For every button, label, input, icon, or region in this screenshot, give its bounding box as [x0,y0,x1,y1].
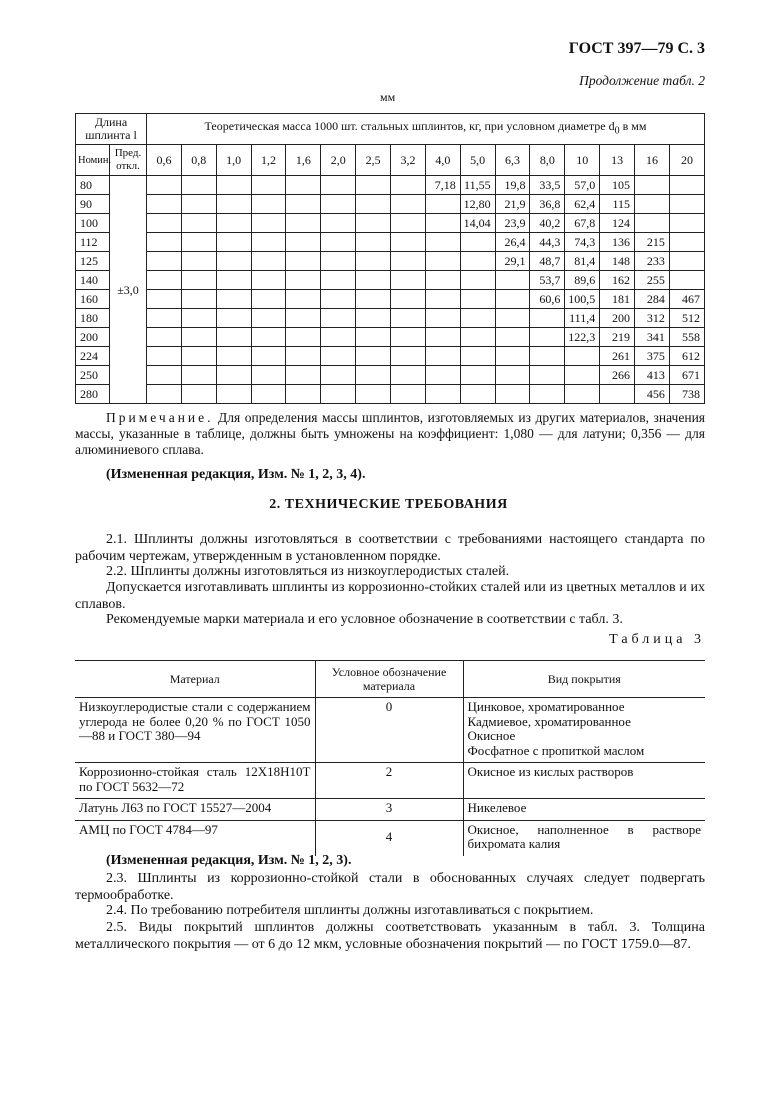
mass-cell [216,328,251,347]
mass-cell [460,233,495,252]
table-row [76,176,705,195]
mass-cell: 60,6 [530,290,565,309]
unit-label: мм [380,90,396,104]
paragraph-2-1: 2.1. Шплинты должны изготовляться в соответствии с требованиями настоящего стандарта по рабочим чертежам, утвержденным в установленном порядке. [75,532,705,564]
mass-cell [635,176,670,195]
table-row [76,233,705,252]
mass-cell [635,214,670,233]
mass-cell: 200 [600,309,635,328]
mass-cell [530,366,565,385]
mass-cell [251,309,286,328]
mass-cell [286,271,321,290]
mass-cell [181,366,216,385]
diameter-header: 6,3 [495,145,530,176]
mass-cell [251,176,286,195]
table-row [76,385,705,404]
mass-cell [391,195,426,214]
mass-cell [147,385,182,404]
mass-cell: 36,8 [530,195,565,214]
diameter-header: 1,2 [251,145,286,176]
mass-cell [147,214,182,233]
mass-cell [425,252,460,271]
length-cell: 250 [76,366,110,385]
mass-cell [669,195,704,214]
mass-cell: 89,6 [565,271,600,290]
mass-cell [286,214,321,233]
diameter-header: 8,0 [530,145,565,176]
mass-cell [147,195,182,214]
mass-cell [181,233,216,252]
mass-cell [669,271,704,290]
mass-cell: 81,4 [565,252,600,271]
tolerance-header: Пред. откл. [110,145,147,176]
coating-item: Цинковое, хроматированное [467,699,625,714]
mass-cell [321,309,356,328]
code-header: Условное обозначение материала [315,661,463,698]
mass-cell: 105 [600,176,635,195]
mass-cell [460,290,495,309]
mass-cell [460,385,495,404]
mass-cell [356,385,391,404]
mass-cell [181,347,216,366]
mass-cell [286,385,321,404]
length-header: Длина шплинта l [76,114,147,145]
mass-cell [356,233,391,252]
paragraph-2-4: 2.4. По требованию потребителя шплинты должны изготавливаться с покрытием. [106,903,594,918]
table-row [76,328,705,347]
code-cell: 2 [315,763,463,799]
mass-cell [356,347,391,366]
mass-cell [460,309,495,328]
mass-cell [286,309,321,328]
coating-cell [463,763,705,799]
mass-cell [216,271,251,290]
mass-cell [425,385,460,404]
length-cell: 80 [76,176,110,195]
mass-cell [251,290,286,309]
mass-cell [216,309,251,328]
mass-cell: 40,2 [530,214,565,233]
mass-cell [181,309,216,328]
mass-cell: 26,4 [495,233,530,252]
mass-cell [391,347,426,366]
table-row [76,252,705,271]
mass-cell [321,176,356,195]
mass-cell [286,347,321,366]
diameter-header: 2,5 [356,145,391,176]
materials-table [75,660,705,856]
change-note-2: (Измененная редакция, Изм. № 1, 2, 3). [106,853,352,868]
table-row [76,309,705,328]
material-cell: Латунь Л63 по ГОСТ 15527—2004 [75,799,315,821]
mass-cell [356,176,391,195]
coating-cell [463,799,705,821]
change-note-1: (Измененная редакция, Изм. № 1, 2, 3, 4). [106,467,366,482]
mass-cell [495,328,530,347]
tolerance-cell: ±3,0 [110,176,147,404]
table-row [76,271,705,290]
mass-cell [147,271,182,290]
mass-cell: 512 [669,309,704,328]
mass-cell: 67,8 [565,214,600,233]
mass-cell [147,366,182,385]
mass-cell [495,290,530,309]
mass-cell [216,176,251,195]
mass-cell: 261 [600,347,635,366]
mass-cell: 53,7 [530,271,565,290]
table-row [75,698,705,763]
mass-cell [251,233,286,252]
nominal-header: Номин. [76,145,110,176]
mass-cell: 62,4 [565,195,600,214]
mass-cell [460,252,495,271]
mass-cell [321,290,356,309]
mass-cell [391,328,426,347]
paragraph-2-5: 2.5. Виды покрытий шплинтов должны соответствовать указанным в табл. 3. Толщина металлического покрытия — от 6 до 12 мкм, условные обозначения покрытий — по ГОСТ 1759.0—87. [75,920,705,952]
mass-cell: 23,9 [495,214,530,233]
mass-cell: 233 [635,252,670,271]
mass-cell [251,385,286,404]
mass-cell [147,290,182,309]
mass-cell: 284 [635,290,670,309]
material-cell: АМЦ по ГОСТ 4784—97 [75,820,315,856]
table-row [75,799,705,821]
mass-cell [565,347,600,366]
mass-cell [425,271,460,290]
diameter-header: 3,2 [391,145,426,176]
mass-cell [391,290,426,309]
diameter-header: 1,0 [216,145,251,176]
mass-cell [181,176,216,195]
mass-cell: 19,8 [495,176,530,195]
mass-cell [391,252,426,271]
mass-cell [216,252,251,271]
mass-cell [181,195,216,214]
diameter-header: 13 [600,145,635,176]
mass-cell: 312 [635,309,670,328]
mass-cell [286,366,321,385]
mass-cell: 44,3 [530,233,565,252]
coating-cell [463,698,705,763]
mass-cell [425,214,460,233]
mass-cell [391,309,426,328]
diameter-header: 4,0 [425,145,460,176]
mass-cell [530,385,565,404]
coating-item: Кадмиевое, хроматированное [467,713,631,729]
mass-cell [251,214,286,233]
mass-cell: 612 [669,347,704,366]
mass-cell [147,252,182,271]
diameter-header: 2,0 [321,145,356,176]
mass-cell [635,195,670,214]
mass-cell: 558 [669,328,704,347]
table-continuation-label: Продолжение табл. 2 [579,73,705,88]
table-row [75,763,705,799]
mass-cell [565,385,600,404]
mass-cell [321,271,356,290]
mass-cell [181,214,216,233]
table3-caption: Таблица 3 [609,632,705,647]
mass-cell [147,309,182,328]
mass-cell [356,366,391,385]
code-cell: 4 [315,820,463,856]
mass-cell [460,366,495,385]
mass-cell: 671 [669,366,704,385]
length-cell: 90 [76,195,110,214]
mass-cell [321,328,356,347]
mass-cell [216,214,251,233]
coating-cell [463,820,705,856]
material-cell: Низкоуглеродистые стали с содержанием углерода не более 0,20 % по ГОСТ 1050—88 и ГОСТ 380—94 [75,698,315,763]
mass-cell [425,290,460,309]
mass-cell [321,385,356,404]
coating-item: Окисное из кислых растворов [467,764,634,779]
mass-cell [286,195,321,214]
section-title: 2. ТЕХНИЧЕСКИЕ ТРЕБОВАНИЯ [269,497,508,512]
mass-cell [321,233,356,252]
mass-cell [425,233,460,252]
mass-cell: 255 [635,271,670,290]
mass-cell: 148 [600,252,635,271]
length-cell: 112 [76,233,110,252]
mass-cell [425,366,460,385]
length-cell: 125 [76,252,110,271]
mass-cell [530,347,565,366]
mass-cell: 100,5 [565,290,600,309]
mass-cell [356,271,391,290]
mass-cell [216,290,251,309]
mass-cell [321,195,356,214]
mass-cell: 115 [600,195,635,214]
length-cell: 224 [76,347,110,366]
mass-cell: 738 [669,385,704,404]
coating-item: Окисное, наполненное в растворе бихромата калия [467,821,701,851]
mass-cell [181,290,216,309]
code-cell: 3 [315,799,463,821]
table-row [76,347,705,366]
mass-cell [251,328,286,347]
mass-cell [460,328,495,347]
mass-cell: 456 [635,385,670,404]
diameter-header: 16 [635,145,670,176]
mass-cell: 21,9 [495,195,530,214]
mass-cell: 111,4 [565,309,600,328]
mass-cell: 12,80 [460,195,495,214]
mass-cell [216,347,251,366]
mass-cell [321,252,356,271]
length-cell: 160 [76,290,110,309]
length-cell: 100 [76,214,110,233]
mass-cell [181,385,216,404]
paragraph-2-3: 2.3. Шплинты из коррозионно-стойкой стали в обоснованных случаях следует подвергать термообработке. [75,871,705,903]
mass-header: Теоретическая масса 1000 шт. стальных шплинтов, кг, при условном диаметре $d_0$ в мм [147,114,705,145]
mass-cell [286,176,321,195]
table-row [76,290,705,309]
length-cell: 180 [76,309,110,328]
mass-cell: 136 [600,233,635,252]
table-row [76,214,705,233]
mass-cell [286,252,321,271]
mass-cell [425,328,460,347]
code-cell: 0 [315,698,463,763]
mass-cell [181,328,216,347]
mass-cell [460,347,495,366]
mass-cell [251,252,286,271]
mass-cell: 375 [635,347,670,366]
mass-cell [495,347,530,366]
mass-cell: 7,18 [425,176,460,195]
mass-cell [600,385,635,404]
mass-cell [147,176,182,195]
table-note: Примечание. Для определения массы шплинтов, изготовляемых из других материалов, значения массы, указанные в таблице, должны быть умножены на коэффициент: 1,080 — для латуни; 0,356 — для алюминиевого сплава. [75,410,705,457]
mass-cell: 467 [669,290,704,309]
mass-cell [669,252,704,271]
mass-cell [321,347,356,366]
mass-table [75,113,705,404]
mass-cell [669,176,704,195]
diameter-header: 0,8 [181,145,216,176]
mass-cell: 413 [635,366,670,385]
mass-cell [216,366,251,385]
mass-cell [669,214,704,233]
mass-cell [495,309,530,328]
mass-cell [495,385,530,404]
mass-cell: 162 [600,271,635,290]
mass-cell [181,252,216,271]
length-cell: 200 [76,328,110,347]
mass-cell [321,214,356,233]
mass-cell: 14,04 [460,214,495,233]
mass-cell: 74,3 [565,233,600,252]
mass-cell [391,214,426,233]
mass-cell [147,347,182,366]
mass-cell [391,385,426,404]
mass-cell [460,271,495,290]
mass-cell [216,195,251,214]
mass-cell [216,385,251,404]
paragraph-2-2: 2.2. Шплинты должны изготовляться из низкоуглеродистых сталей. [106,564,510,579]
mass-cell [565,366,600,385]
mass-cell [495,271,530,290]
document-reference: ГОСТ 397—79 С. 3 [568,40,705,57]
mass-cell [251,366,286,385]
mass-cell [147,233,182,252]
mass-cell [251,347,286,366]
mass-cell [251,195,286,214]
mass-cell [356,195,391,214]
mass-cell: 181 [600,290,635,309]
mass-cell: 341 [635,328,670,347]
mass-cell: 33,5 [530,176,565,195]
mass-cell [391,366,426,385]
mass-cell [391,271,426,290]
mass-cell [425,347,460,366]
mass-cell: 124 [600,214,635,233]
mass-cell: 266 [600,366,635,385]
mass-cell [147,328,182,347]
coating-item: Окисное [467,728,516,743]
length-cell: 280 [76,385,110,404]
mass-cell [391,233,426,252]
mass-cell [425,195,460,214]
mass-cell: 11,55 [460,176,495,195]
mass-cell [425,309,460,328]
mass-cell [286,328,321,347]
mass-cell [495,366,530,385]
mass-cell [391,176,426,195]
paragraph-2-2-allow: Допускается изготавливать шплинты из коррозионно-стойких сталей или из цветных металлов и их сплавов. [75,580,705,612]
table-row [76,195,705,214]
mass-cell [321,366,356,385]
table-row [76,366,705,385]
mass-cell [356,328,391,347]
mass-cell [356,290,391,309]
diameter-header: 1,6 [286,145,321,176]
mass-cell [356,214,391,233]
mass-cell: 122,3 [565,328,600,347]
mass-cell [286,290,321,309]
mass-cell: 219 [600,328,635,347]
material-cell: Коррозионно-стойкая сталь 12Х18Н10Т по ГОСТ 5632—72 [75,763,315,799]
length-cell: 140 [76,271,110,290]
mass-cell [669,233,704,252]
mass-cell [356,309,391,328]
diameter-header: 20 [669,145,704,176]
mass-cell: 29,1 [495,252,530,271]
diameter-header: 10 [565,145,600,176]
mass-cell [530,309,565,328]
diameter-header: 5,0 [460,145,495,176]
mass-cell: 215 [635,233,670,252]
mass-cell [356,252,391,271]
table-row [75,820,705,856]
mass-cell [530,328,565,347]
mass-cell: 48,7 [530,252,565,271]
paragraph-2-2-recommend: Рекомендуемые марки материала и его условное обозначение в соответствии с табл. 3. [106,612,623,627]
coating-item: Никелевое [467,800,527,815]
coating-header: Вид покрытия [463,661,705,698]
mass-cell: 57,0 [565,176,600,195]
mass-cell [251,271,286,290]
mass-cell [286,233,321,252]
mass-cell [216,233,251,252]
diameter-header: 0,6 [147,145,182,176]
material-header: Материал [75,661,315,698]
mass-cell [181,271,216,290]
coating-item: Фосфатное с пропиткой маслом [467,742,645,758]
